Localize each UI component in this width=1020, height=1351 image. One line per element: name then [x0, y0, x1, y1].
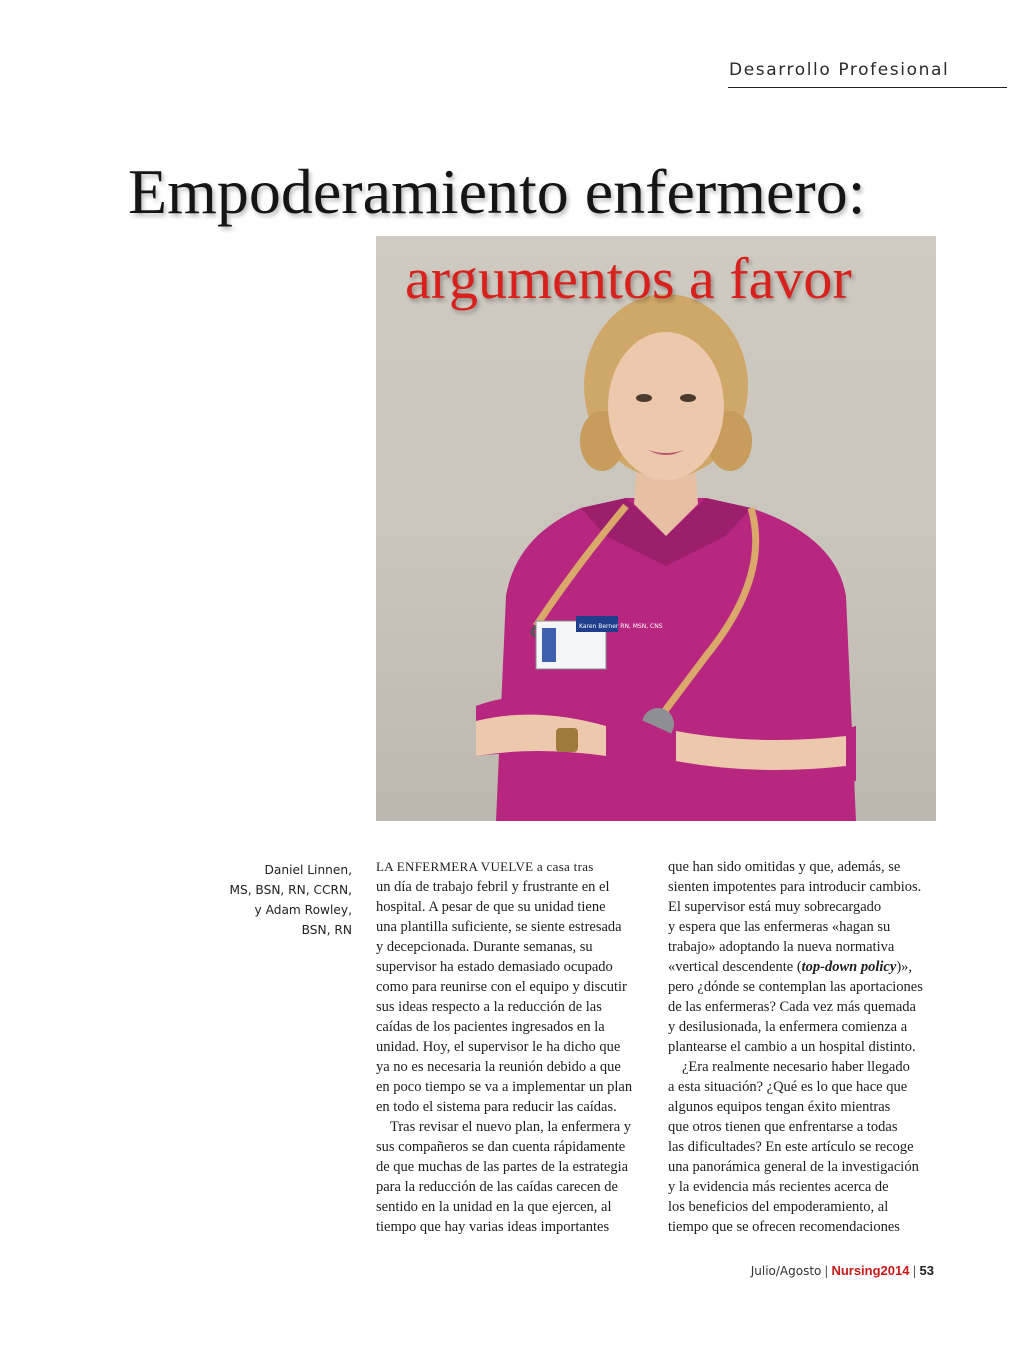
text-line: y espera que las enfermeras «hagan su [668, 919, 891, 935]
text-line: que otros tienen que enfrentarse a todas [668, 1119, 898, 1135]
emphasis-term: top-down policy [801, 959, 897, 975]
nurse-photo [376, 236, 936, 821]
text-line: sus compañeros se dan cuenta rápidamente [376, 1139, 626, 1155]
text-line: los beneficios del empoderamiento, al [668, 1199, 889, 1215]
text-line: ya no es necesaria la reunión debido a que [376, 1059, 621, 1075]
text-line: algunos equipos tengan éxito mientras [668, 1099, 891, 1115]
text-line: un día de trabajo febril y frustrante en el [376, 879, 610, 895]
nurse-illustration [376, 236, 936, 821]
text-line: y decepcionada. Durante semanas, su [376, 939, 593, 955]
author-line: y Adam Rowley, [254, 903, 352, 917]
text-line: Tras revisar el nuevo plan, la enfermera y [390, 1119, 632, 1135]
text-line: pero ¿dónde se contemplan las aportaciones [668, 979, 923, 995]
text-line: LA ENFERMERA VUELVE a casa tras [376, 859, 594, 874]
footer-separator: | [824, 1264, 829, 1278]
section-rule [728, 87, 1007, 88]
page-footer [600, 1263, 934, 1278]
text-line: sienten impotentes para introducir cambios. [668, 879, 922, 895]
text-line: tiempo que hay varias ideas importantes [376, 1219, 610, 1235]
author-line: MS, BSN, RN, CCRN, [229, 883, 352, 897]
text-line: para la reducción de las caídas carecen de [376, 1179, 618, 1195]
body-column-1 [376, 857, 638, 1237]
text-fragment: )», [896, 959, 913, 975]
text-line: y la evidencia más recientes acerca de [668, 1179, 889, 1195]
text-line: en todo el sistema para reducir las caídas. [376, 1099, 617, 1115]
page-number: 53 [919, 1263, 934, 1278]
text-line: como para reunirse con el equipo y discutir [376, 979, 627, 995]
body-column-2 [668, 857, 938, 1237]
author-line: BSN, RN [301, 923, 352, 937]
text-line: unidad. Hoy, el supervisor le ha dicho que [376, 1039, 621, 1055]
text-line: trabajo» adoptando la nueva normativa [668, 939, 895, 955]
text-line: sentido en la unidad en la que ejercen, al [376, 1199, 612, 1215]
text-line: en poco tiempo se va a implementar un plan [376, 1079, 633, 1095]
text-line: las dificultades? En este artículo se recoge [668, 1139, 914, 1155]
article-title: Empoderamiento enfermero: [128, 156, 866, 227]
text-line: de que muchas de las partes de la estrategia [376, 1159, 629, 1175]
text-line: caídas de los pacientes ingresados en la [376, 1019, 605, 1035]
text-line: hospital. A pesar de que su unidad tiene [376, 899, 606, 915]
badge-text: Karen Berner RN, MSN, CNS [579, 623, 663, 630]
text-line: tiempo que se ofrecen recomendaciones [668, 1219, 900, 1235]
author-line: Daniel Linnen, [264, 863, 352, 877]
text-fragment: «vertical descendente ( [668, 959, 802, 975]
text-line: supervisor ha estado demasiado ocupado [376, 959, 613, 975]
text-line: y desilusionada, la enfermera comienza a [668, 1019, 908, 1035]
text-line [668, 957, 938, 977]
text-line: una panorámica general de la investigación [668, 1159, 919, 1175]
text-line: de las enfermeras? Cada vez más quemada [668, 999, 916, 1015]
section-label: Desarrollo Profesional [729, 60, 950, 80]
issue-date: Julio/Agosto [750, 1264, 822, 1278]
text-line: sus ideas respecto a la reducción de las [376, 999, 602, 1015]
text-line: El supervisor está muy sobrecargado [668, 899, 882, 915]
magazine-name: Nursing2014 [831, 1263, 910, 1278]
text-line: plantearse el cambio a un hospital distinto. [668, 1039, 916, 1055]
text-line: que han sido omitidas y que, además, se [668, 859, 901, 875]
text-line: una plantilla suficiente, se siente estresada [376, 919, 622, 935]
footer-separator: | [912, 1264, 917, 1278]
text-line: a esta situación? ¿Qué es lo que hace que [668, 1079, 908, 1095]
author-byline [200, 860, 352, 940]
text-line: ¿Era realmente necesario haber llegado [682, 1059, 910, 1075]
article-subtitle: argumentos a favor [405, 246, 852, 311]
